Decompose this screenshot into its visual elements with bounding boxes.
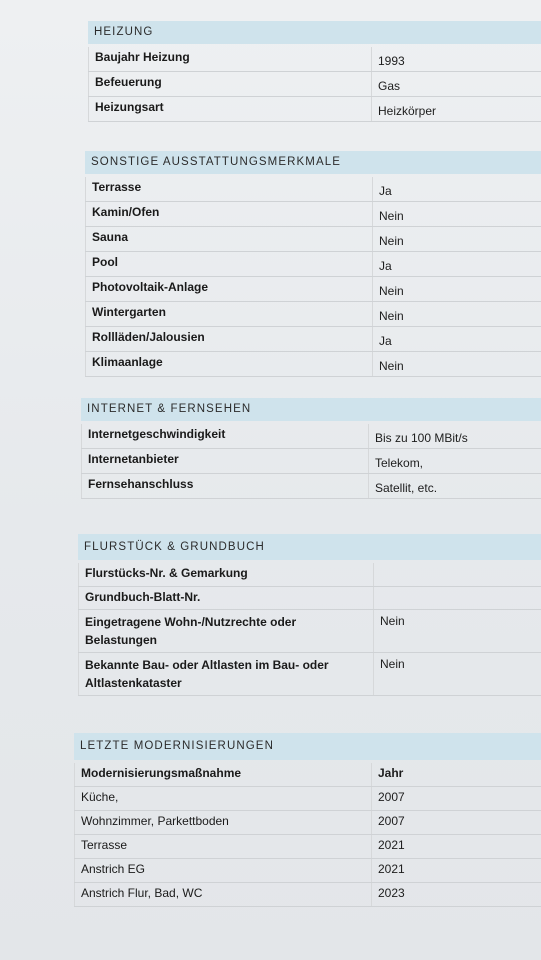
- heizung-table: [88, 47, 541, 122]
- table-row: [82, 424, 541, 449]
- table-row: [86, 177, 541, 202]
- section-ausstattung: [85, 151, 541, 377]
- row-label: Anstrich EG: [75, 858, 372, 882]
- row-value: Nein: [374, 609, 541, 652]
- row-label: Wohnzimmer, Parkettboden: [75, 810, 372, 834]
- table-row: [75, 858, 541, 882]
- row-label: Terrasse: [86, 177, 373, 202]
- table-row: [79, 609, 541, 652]
- table-row: [86, 327, 541, 352]
- table-row: [89, 97, 541, 122]
- table-row: [75, 810, 541, 834]
- row-label: Terrasse: [75, 834, 372, 858]
- section-internet: [81, 398, 541, 499]
- section-heading: SONSTIGE AUSSTATTUNGSMERKMALE: [85, 151, 541, 174]
- table-row: [79, 652, 541, 695]
- row-label: Heizungsart: [89, 97, 372, 122]
- row-label: Befeuerung: [89, 72, 372, 97]
- row-value: Ja: [373, 252, 541, 277]
- row-label: Flurstücks-Nr. & Gemarkung: [79, 563, 374, 586]
- section-modernisierungen: [74, 733, 541, 907]
- row-label: Anstrich Flur, Bad, WC: [75, 882, 372, 906]
- table-row: [75, 882, 541, 906]
- table-row: [82, 474, 541, 499]
- table-row: [86, 252, 541, 277]
- row-value: Nein: [374, 652, 541, 695]
- flurstueck-table: [78, 563, 541, 696]
- row-value: Telekom,: [369, 449, 541, 474]
- row-label: Bekannte Bau- oder Altlasten im Bau- oder Altlastenkataster: [79, 652, 374, 695]
- row-value: Satellit, etc.: [369, 474, 541, 499]
- section-heading: LETZTE MODERNISIERUNGEN: [74, 733, 541, 760]
- section-heading: INTERNET & FERNSEHEN: [81, 398, 541, 421]
- internet-table: [81, 424, 541, 499]
- row-label: Sauna: [86, 227, 373, 252]
- table-row: [79, 563, 541, 586]
- row-label: Fernsehanschluss: [82, 474, 369, 499]
- section-heizung: [88, 21, 541, 122]
- table-row: [86, 277, 541, 302]
- row-label: Photovoltaik-Anlage: [86, 277, 373, 302]
- row-value: [374, 563, 541, 586]
- section-heading: HEIZUNG: [88, 21, 541, 44]
- row-value: 2007: [372, 810, 541, 834]
- section-flurstueck: [78, 534, 541, 696]
- table-row: [79, 586, 541, 609]
- row-label: Kamin/Ofen: [86, 202, 373, 227]
- table-row: [75, 786, 541, 810]
- row-value: 1993: [372, 47, 541, 72]
- row-value: Heizkörper: [372, 97, 541, 122]
- table-header-row: [75, 763, 541, 786]
- row-label: Eingetragene Wohn-/Nutzrechte oder Belastungen: [79, 609, 374, 652]
- table-row: [89, 72, 541, 97]
- column-header-measure: Modernisierungsmaßnahme: [75, 763, 372, 786]
- row-label: Wintergarten: [86, 302, 373, 327]
- section-heading: FLURSTÜCK & GRUNDBUCH: [78, 534, 541, 560]
- row-label: Internetgeschwindigkeit: [82, 424, 369, 449]
- row-value: 2021: [372, 834, 541, 858]
- row-label: Küche,: [75, 786, 372, 810]
- row-value: [374, 586, 541, 609]
- row-value: Ja: [373, 177, 541, 202]
- row-value: 2023: [372, 882, 541, 906]
- row-label: Baujahr Heizung: [89, 47, 372, 72]
- row-label: Klimaanlage: [86, 352, 373, 377]
- row-value: 2021: [372, 858, 541, 882]
- row-value: Bis zu 100 MBit/s: [369, 424, 541, 449]
- column-header-year: Jahr: [372, 763, 541, 786]
- ausstattung-table: [85, 177, 541, 377]
- row-value: 2007: [372, 786, 541, 810]
- modernisierungen-table: [74, 763, 541, 907]
- row-value: Nein: [373, 202, 541, 227]
- table-row: [86, 352, 541, 377]
- table-row: [86, 227, 541, 252]
- row-value: Gas: [372, 72, 541, 97]
- row-value: Nein: [373, 302, 541, 327]
- row-label: Internetanbieter: [82, 449, 369, 474]
- row-value: Nein: [373, 352, 541, 377]
- table-row: [82, 449, 541, 474]
- row-value: Ja: [373, 327, 541, 352]
- row-label: Grundbuch-Blatt-Nr.: [79, 586, 374, 609]
- table-row: [86, 202, 541, 227]
- row-label: Rollläden/Jalousien: [86, 327, 373, 352]
- table-row: [75, 834, 541, 858]
- row-label: Pool: [86, 252, 373, 277]
- row-value: Nein: [373, 277, 541, 302]
- row-value: Nein: [373, 227, 541, 252]
- table-row: [89, 47, 541, 72]
- table-row: [86, 302, 541, 327]
